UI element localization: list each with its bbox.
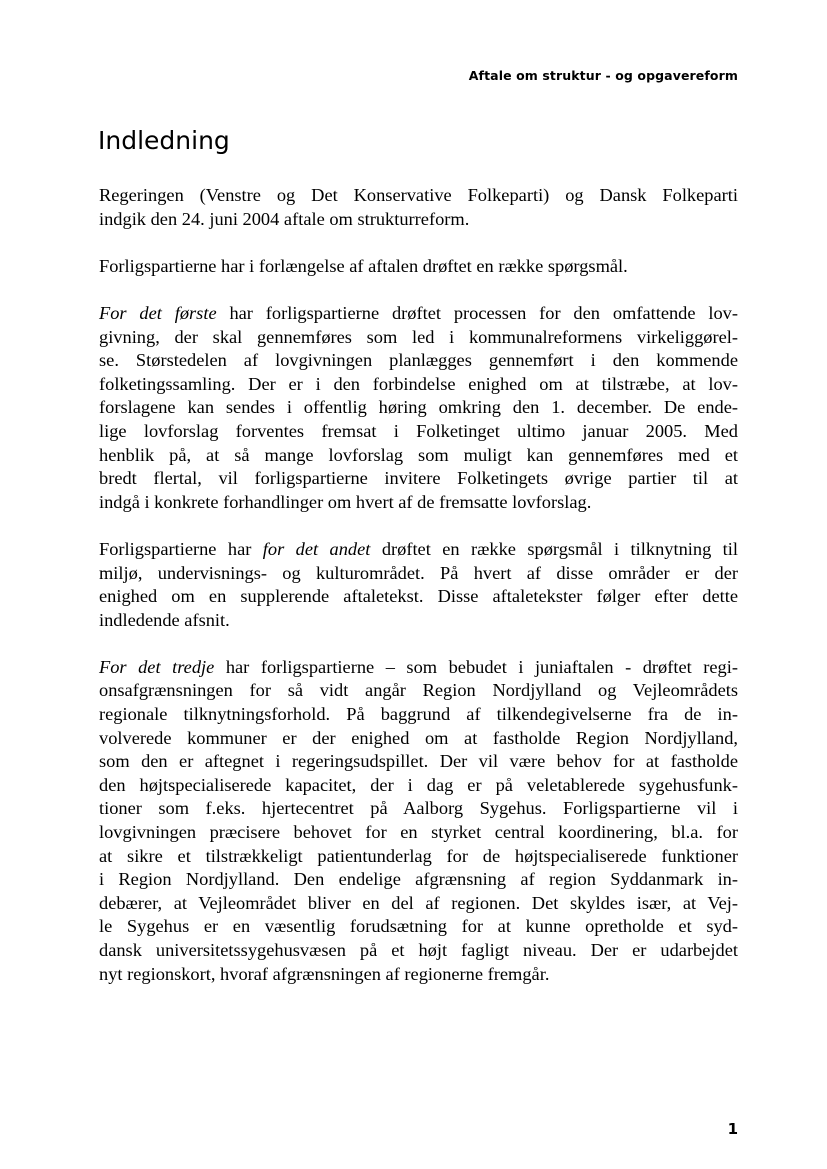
line-prefix: Forligspartierne har xyxy=(99,538,252,559)
text-line: henblik på, at så mange lovforslag som muligt kan gennemføres med et xyxy=(99,444,738,465)
line-rest: har forligspartierne – som bebudet i juniaftalen - drøftet regi- xyxy=(225,656,738,677)
text-line: onsafgrænsningen for så vidt angår Region Nordjylland og Vejleområdets xyxy=(99,680,738,701)
italic-lead: For det første xyxy=(99,302,217,323)
text-line: givning, der skal gennemføres som led i kommunalreformens virkeliggørel- xyxy=(99,326,738,347)
text-line: den højtspecialiserede kapacitet, der i dag er på veletablerede sygehusfunk- xyxy=(99,774,738,795)
line-rest: har forligspartierne drøftet processen for den omfattende lov- xyxy=(229,302,738,323)
paragraph-discussion xyxy=(99,255,738,279)
text-line: Forligspartierne har i forlængelse af aftalen drøftet en række spørgsmål. xyxy=(99,255,628,276)
text-line: regionale tilknytningsforhold. På baggrund af tilkendegivelserne fra de in- xyxy=(99,704,738,725)
text-line: nyt regionskort, hvoraf afgrænsningen af regionerne fremgår. xyxy=(99,963,550,984)
text-line: volverede kommuner er der enighed om at fastholde Region Nordjylland, xyxy=(99,727,738,748)
text-line: miljø, undervisnings- og kulturområdet. På hvert af disse områder er der xyxy=(99,562,738,583)
text-line: enighed om en supplerende aftaletekst. Disse aftaletekster følger efter dette xyxy=(99,586,738,607)
text-line xyxy=(99,538,738,562)
text-line: forslagene kan sendes i offentlig høring omkring den 1. december. De ende- xyxy=(99,397,738,418)
text-line: tioner som f.eks. hjertecentret på Aalborg Sygehus. Forligspartierne vil i xyxy=(99,798,738,819)
line-rest: drøftet en række spørgsmål i tilknytning til xyxy=(381,538,739,559)
italic-lead: for det andet xyxy=(262,538,371,559)
paragraph-intro xyxy=(99,184,738,231)
text-line xyxy=(99,302,738,326)
italic-lead: For det tredje xyxy=(99,656,215,677)
page-number: 1 xyxy=(727,1120,738,1138)
text-line: indledende afsnit. xyxy=(99,609,230,630)
running-header: Aftale om struktur - og opgavereform xyxy=(468,68,738,83)
section-title: Indledning xyxy=(98,126,230,155)
text-line: indgik den 24. juni 2004 aftale om strukturreform. xyxy=(99,208,470,229)
text-line: folketingssamling. Der er i den forbindelse enighed om at tilstræbe, at lov- xyxy=(99,373,738,394)
paragraph-first-point xyxy=(99,302,738,514)
text-line: se. Størstedelen af lovgivningen planlægges gennemført i den kommende xyxy=(99,350,738,371)
paragraph-second-point xyxy=(99,538,738,632)
text-line: Regeringen (Venstre og Det Konservative Folkeparti) og Dansk Folkeparti xyxy=(99,185,738,205)
text-line: at sikre et tilstrækkeligt patientunderlag for de højtspecialiserede funktioner xyxy=(99,845,738,866)
text-line: som den er aftegnet i regeringsudspillet. Der vil være behov for at fastholde xyxy=(99,751,738,772)
body-text xyxy=(99,184,738,986)
text-line: bredt flertal, vil forligspartierne invitere Folketingets øvrige partier til at xyxy=(99,468,738,489)
text-line: lovgivningen præcisere behovet for en styrket central koordinering, bl.a. for xyxy=(99,822,738,843)
text-line: debærer, at Vejleområdet bliver en del af regionen. Det skyldes især, at Vej- xyxy=(99,892,738,913)
text-line: lige lovforslag forventes fremsat i Folketinget ultimo januar 2005. Med xyxy=(99,420,738,441)
text-line: i Region Nordjylland. Den endelige afgrænsning af region Syddanmark in- xyxy=(99,869,738,890)
text-line: indgå i konkrete forhandlinger om hvert af de fremsatte lovforslag. xyxy=(99,491,592,512)
paragraph-third-point xyxy=(99,656,738,986)
text-line: dansk universitetssygehusvæsen på et højt fagligt niveau. Der er udarbejdet xyxy=(99,940,738,960)
text-line xyxy=(99,656,738,680)
text-line: le Sygehus er en væsentlig forudsætning for at kunne opretholde et syd- xyxy=(99,916,738,937)
